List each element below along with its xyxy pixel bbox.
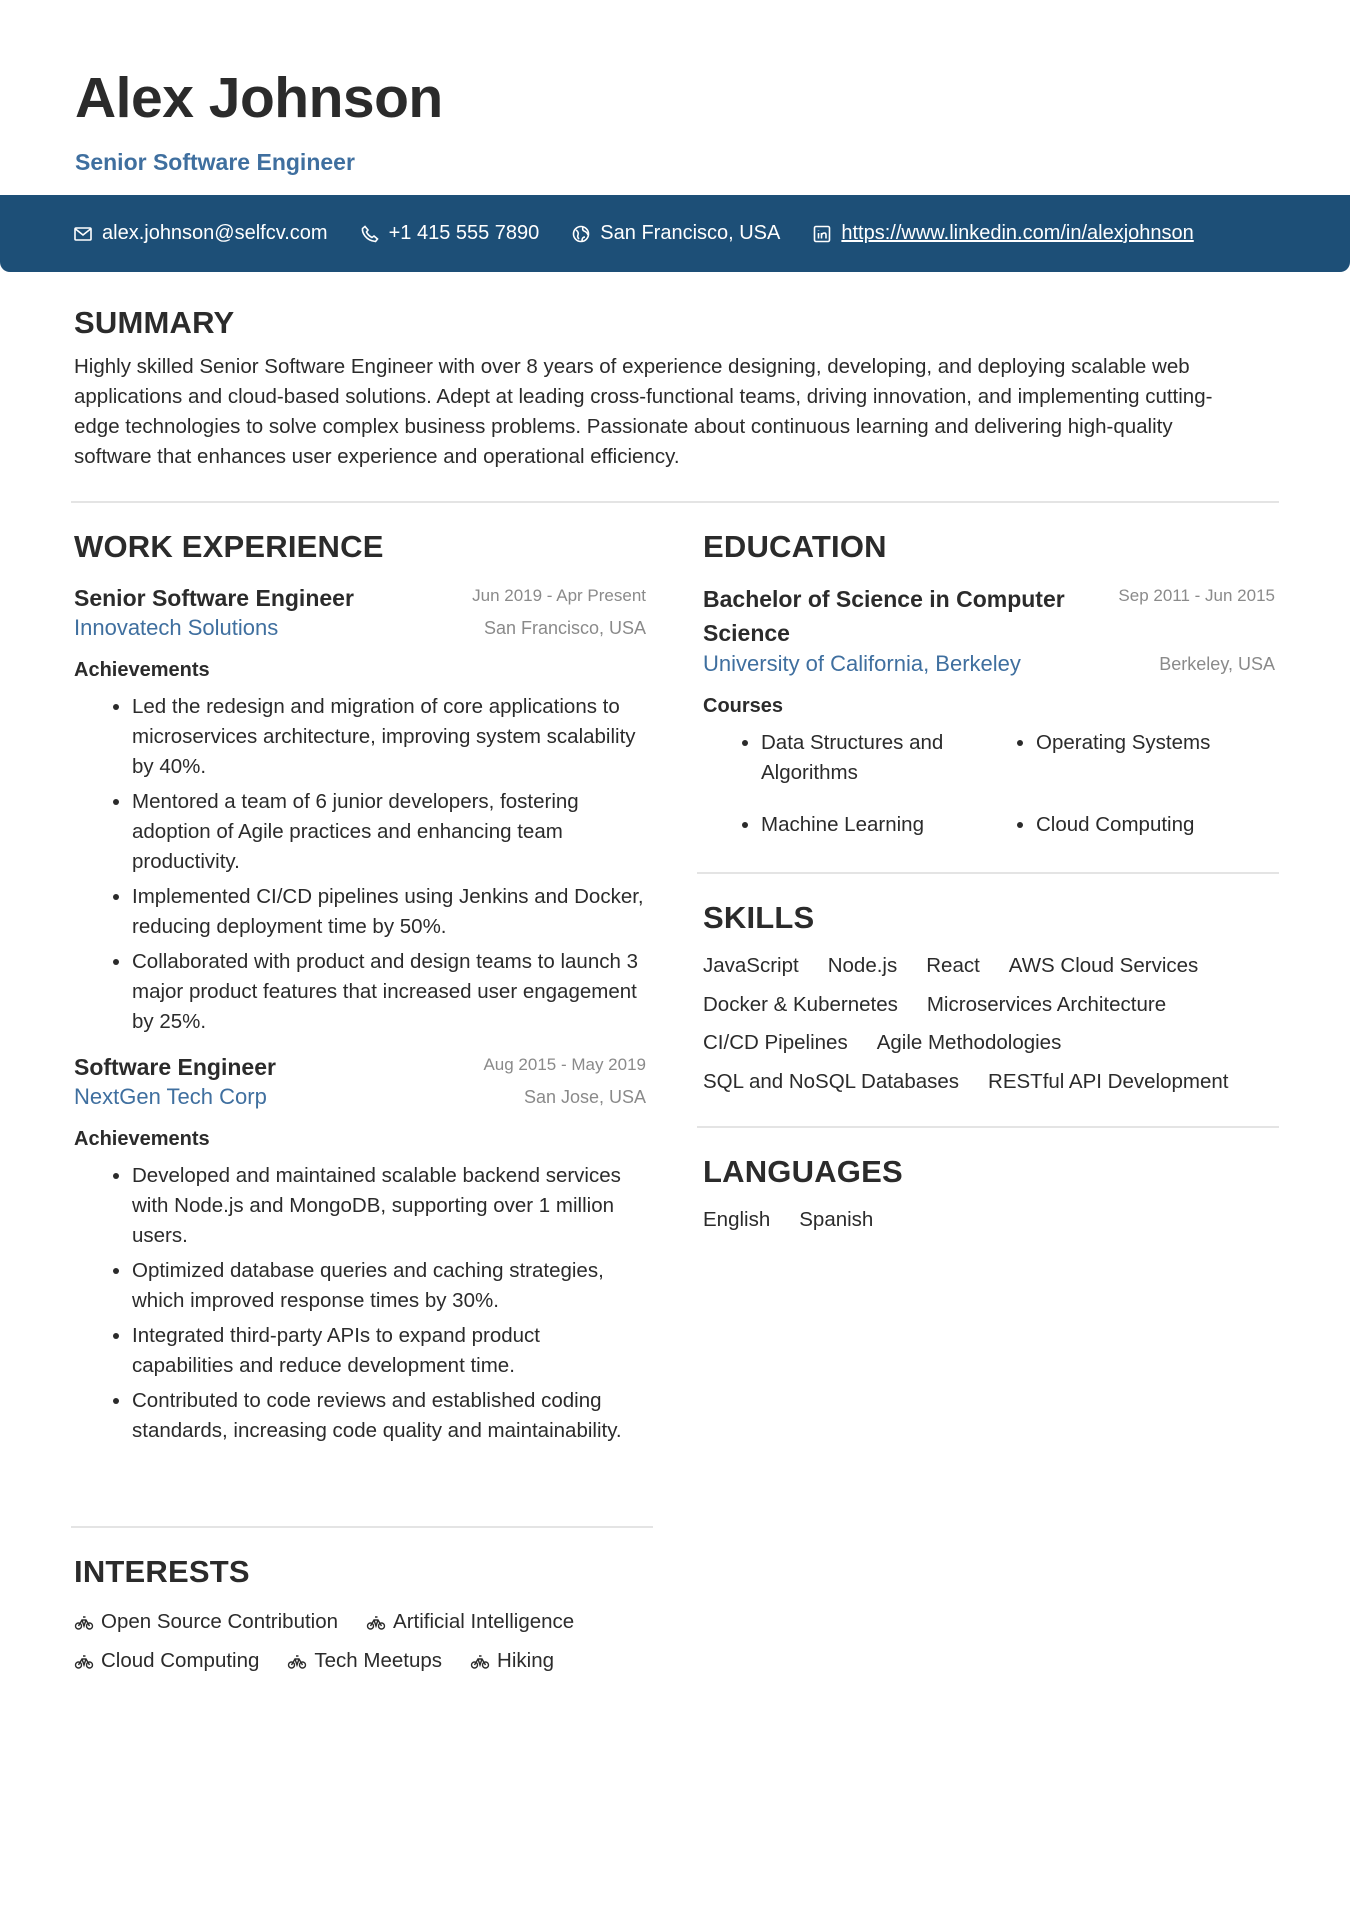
right-column [703, 530, 1275, 840]
achievements-list [74, 1161, 646, 1446]
school-location: Berkeley, USA [1159, 653, 1275, 674]
section-divider [697, 872, 1279, 874]
job-location: San Jose, USA [523, 1086, 646, 1107]
languages-section [703, 1155, 1275, 1240]
skill-tag: JavaScript [703, 954, 799, 978]
interest-item [74, 1642, 259, 1681]
skills-heading: SKILLS [703, 900, 815, 935]
bicycle-icon [366, 1612, 386, 1632]
course-item: • Cloud Computing [1036, 810, 1311, 840]
interests-heading: INTERESTS [74, 1554, 250, 1589]
section-divider [71, 1526, 653, 1528]
skill-tag: Microservices Architecture [926, 992, 1167, 1016]
job-date: Jun 2019 - Apr Present [472, 586, 646, 606]
school-name: University of California, Berkeley [703, 651, 1021, 677]
phone-text: +1 415 555 7890 [388, 222, 540, 244]
languages-list [703, 1201, 1275, 1240]
candidate-name: Alex Johnson [75, 66, 443, 130]
courses-list [703, 728, 1275, 840]
interest-label: Artificial Intelligence [393, 1610, 575, 1634]
degree-title: Bachelor of Science in Computer Science [703, 586, 1065, 647]
course-item: • Machine Learning [761, 810, 1036, 840]
left-column [74, 530, 646, 1451]
languages-heading: LANGUAGES [703, 1154, 903, 1189]
course-item: • Operating Systems [1036, 728, 1311, 788]
courses-label: Courses [703, 695, 784, 718]
achievement-item: • Developed and maintained scalable backend services with Node.js and MongoDB, supporting over 1 million users. [132, 1161, 646, 1251]
job-entry [74, 582, 646, 1037]
linkedin-link[interactable]: https://www.linkedin.com/in/alexjohnson [841, 222, 1194, 244]
skill-tag: RESTful API Development [988, 1069, 1229, 1093]
interests-section [74, 1555, 654, 1680]
education-heading: EDUCATION [703, 529, 887, 564]
job-date: Aug 2015 - May 2019 [483, 1055, 646, 1075]
language-tag: English [703, 1208, 771, 1232]
candidate-title: Senior Software Engineer [75, 149, 355, 175]
achievement-item: • Implemented CI/CD pipelines using Jenkins and Docker, reducing deployment time by 50%. [132, 882, 646, 942]
achievement-item: • Mentored a team of 6 junior developers, fostering adoption of Agile practices and enhancing team productivity. [132, 787, 646, 877]
achievement-item: • Collaborated with product and design teams to launch 3 major product features that increased user engagement by 25%. [132, 947, 646, 1037]
skill-tag: SQL and NoSQL Databases [703, 1069, 960, 1093]
mail-icon [73, 224, 93, 244]
job-company: Innovatech Solutions [74, 615, 279, 641]
achievements-label: Achievements [74, 659, 210, 682]
contact-linkedin[interactable] [812, 222, 1193, 245]
bicycle-icon [74, 1651, 94, 1671]
bicycle-icon [470, 1651, 490, 1671]
experience-heading: WORK EXPERIENCE [74, 529, 384, 564]
job-company: NextGen Tech Corp [74, 1084, 267, 1110]
language-tag: Spanish [799, 1208, 874, 1232]
contact-phone[interactable] [360, 222, 540, 245]
skill-tag: Agile Methodologies [876, 1031, 1062, 1055]
interest-item [287, 1642, 442, 1681]
job-entry [74, 1051, 646, 1446]
section-divider [697, 1126, 1279, 1128]
globe-icon [571, 224, 591, 244]
skills-list [703, 947, 1275, 1101]
job-title: Senior Software Engineer [74, 585, 354, 612]
summary-section [74, 306, 1254, 472]
skill-tag: Node.js [827, 954, 898, 978]
contact-location [571, 222, 780, 245]
interest-item [74, 1603, 338, 1642]
contact-bar [0, 195, 1350, 272]
job-title: Software Engineer [74, 1054, 276, 1081]
achievements-list [74, 692, 646, 1037]
interest-item [366, 1603, 574, 1642]
achievement-item: • Led the redesign and migration of core applications to microservices architecture, improving system scalability by 40%. [132, 692, 646, 782]
achievement-item: • Integrated third-party APIs to expand product capabilities and reduce development time. [132, 1321, 646, 1381]
contact-email[interactable] [73, 222, 328, 245]
skill-tag: CI/CD Pipelines [703, 1031, 848, 1055]
interest-label: Open Source Contribution [101, 1610, 339, 1634]
achievement-item: • Contributed to code reviews and established coding standards, increasing code quality and maintainability. [132, 1386, 646, 1446]
course-item: • Data Structures and Algorithms [761, 728, 1036, 788]
interests-list [74, 1603, 654, 1680]
education-entry [703, 582, 1275, 840]
skill-tag: Docker & Kubernetes [703, 992, 898, 1016]
summary-text: Highly skilled Senior Software Engineer with over 8 years of experience designing, developing, and deploying scalable web applications and cloud-based solutions. Adept at leading cross-functional teams, driving innovation, and implementing cutting-edge technologies to solve complex business problems. Passionate about continuous learning and delivering high-quality software that enhances user experience and operational efficiency. [74, 355, 1213, 469]
skills-section [703, 901, 1275, 1101]
interest-label: Cloud Computing [101, 1648, 260, 1672]
linkedin-icon [812, 224, 832, 244]
email-text: alex.johnson@selfcv.com [102, 222, 328, 244]
education-date: Sep 2011 - Jun 2015 [1118, 586, 1275, 606]
job-location: San Francisco, USA [483, 617, 646, 638]
summary-heading: SUMMARY [74, 305, 235, 340]
skill-tag: AWS Cloud Services [1008, 954, 1199, 978]
interest-label: Tech Meetups [314, 1648, 443, 1672]
section-divider [71, 501, 1279, 503]
achievements-label: Achievements [74, 1128, 210, 1151]
bicycle-icon [74, 1612, 94, 1632]
achievement-item: • Optimized database queries and caching strategies, which improved response times by 30%. [132, 1256, 646, 1316]
skill-tag: React [926, 954, 980, 978]
bicycle-icon [287, 1651, 307, 1671]
interest-item [470, 1642, 554, 1681]
resume-header [75, 66, 443, 176]
phone-icon [360, 224, 380, 244]
interest-label: Hiking [497, 1648, 554, 1672]
location-text: San Francisco, USA [600, 222, 781, 244]
